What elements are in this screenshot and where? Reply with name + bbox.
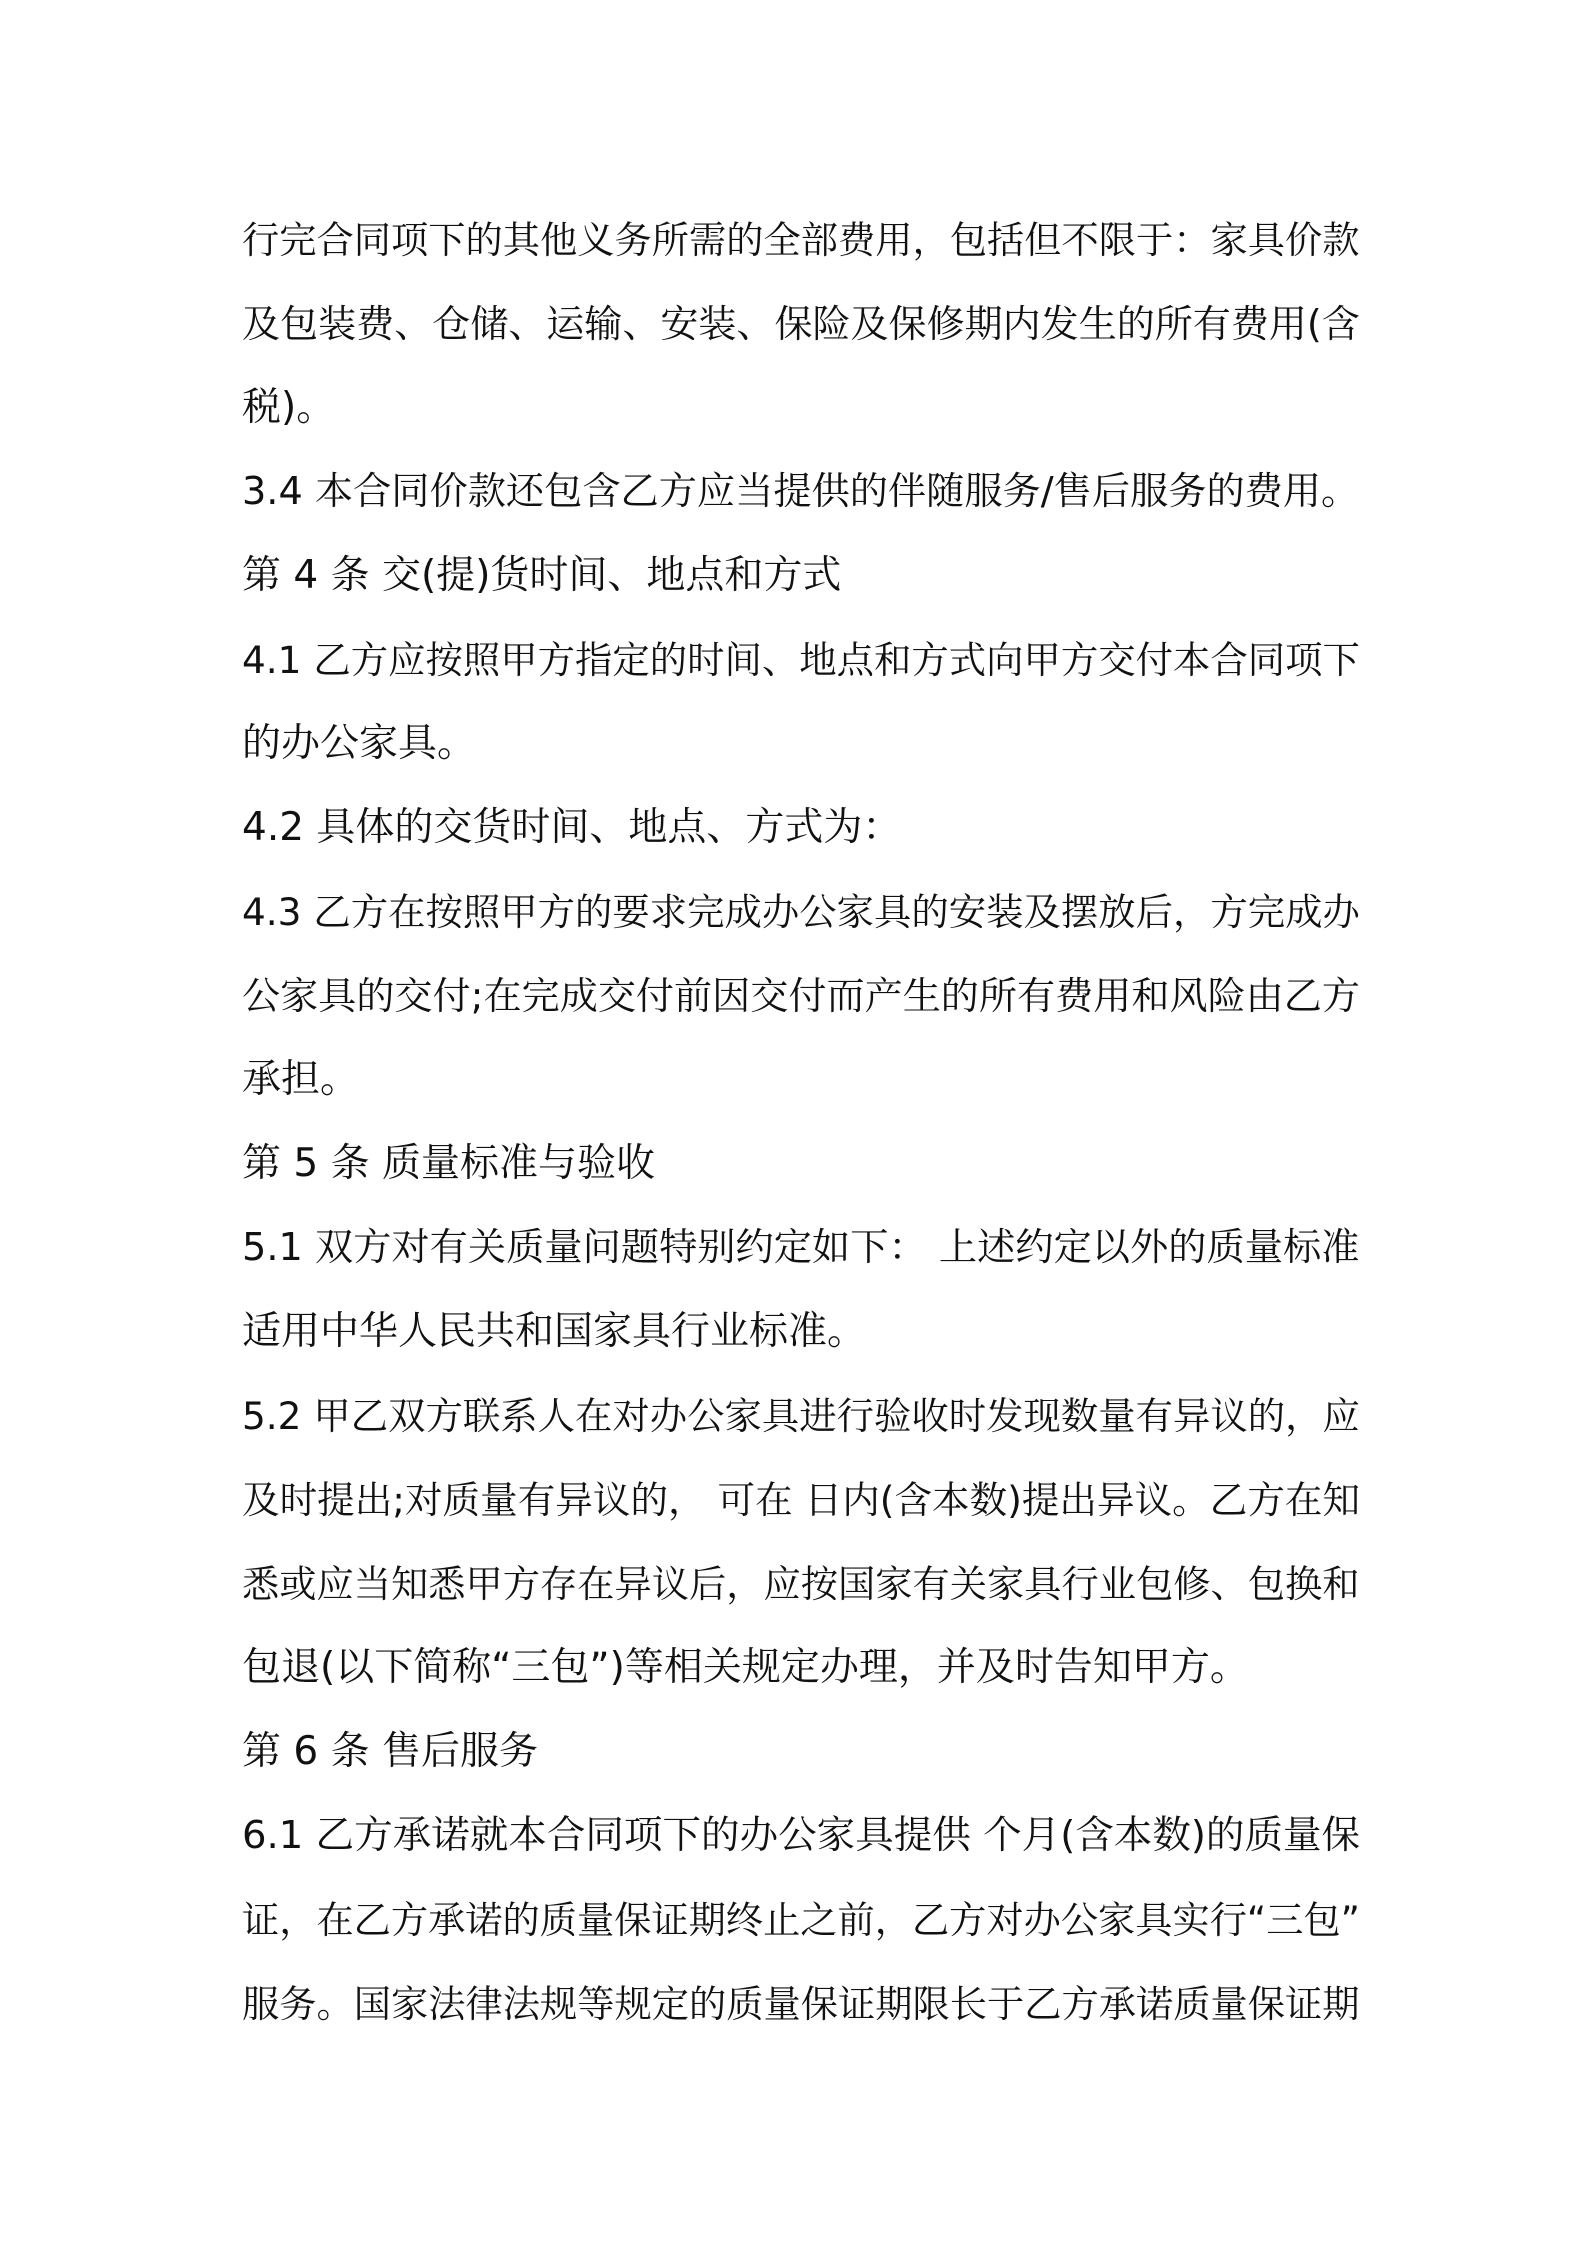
clause-5-2: 5.2 甲乙双方联系人在对办公家具进行验收时发现数量有异议的，应: [242, 1394, 1360, 1438]
article-4-heading: 第 4 条 交(提)货时间、地点和方式: [242, 553, 842, 598]
clause-5-2-cont-3: 包退(以下简称“三包”)等相关规定办理，并及时告知甲方。: [242, 1645, 1249, 1690]
text-line-2: 及包装费、仓储、运输、安装、保险及保修期内发生的所有费用(含: [242, 302, 1360, 346]
clause-4-1-cont: 的办公家具。: [242, 721, 477, 766]
clause-6-1: 6.1 乙方承诺就本合同项下的办公家具提供 个月(含本数)的质量保: [242, 1813, 1361, 1858]
clause-4-3-cont-1: 公家具的交付;在完成交付前因交付而产生的所有费用和风险由乙方: [242, 974, 1361, 1018]
clause-5-2-cont-1: 及时提出;对质量有异议的， 可在 日内(含本数)提出异议。乙方在知: [242, 1478, 1361, 1522]
clause-4-2: 4.2 具体的交货时间、地点、方式为：: [242, 805, 902, 850]
clause-4-1: 4.1 乙方应按照甲方指定的时间、地点和方式向甲方交付本合同项下: [242, 638, 1360, 682]
article-5-heading: 第 5 条 质量标准与验收: [242, 1141, 656, 1186]
clause-5-1: 5.1 双方对有关质量问题特别约定如下： 上述约定以外的质量标准: [242, 1226, 1360, 1270]
text-line-3: 税)。: [242, 385, 336, 430]
clause-6-1-cont-1: 证，在乙方承诺的质量保证期终止之前，乙方对办公家具实行“三包”: [242, 1898, 1360, 1942]
clause-6-1-cont-2: 服务。国家法律法规等规定的质量保证期限长于乙方承诺质量保证期: [242, 1982, 1360, 2026]
clause-4-3-cont-2: 承担。: [242, 1057, 360, 1102]
article-6-heading: 第 6 条 售后服务: [242, 1729, 539, 1774]
text-line-1: 行完合同项下的其他义务所需的全部费用，包括但不限于：家具价款: [242, 218, 1360, 262]
clause-5-1-cont: 适用中华人民共和国家具行业标准。: [242, 1309, 867, 1354]
clause-3-4: 3.4 本合同价款还包含乙方应当提供的伴随服务/售后服务的费用。: [242, 470, 1360, 514]
clause-5-2-cont-2: 悉或应当知悉甲方存在异议后，应按国家有关家具行业包修、包换和: [242, 1562, 1360, 1606]
clause-4-3: 4.3 乙方在按照甲方的要求完成办公家具的安装及摆放后，方完成办: [242, 890, 1360, 934]
document-body: [242, 198, 1360, 2046]
